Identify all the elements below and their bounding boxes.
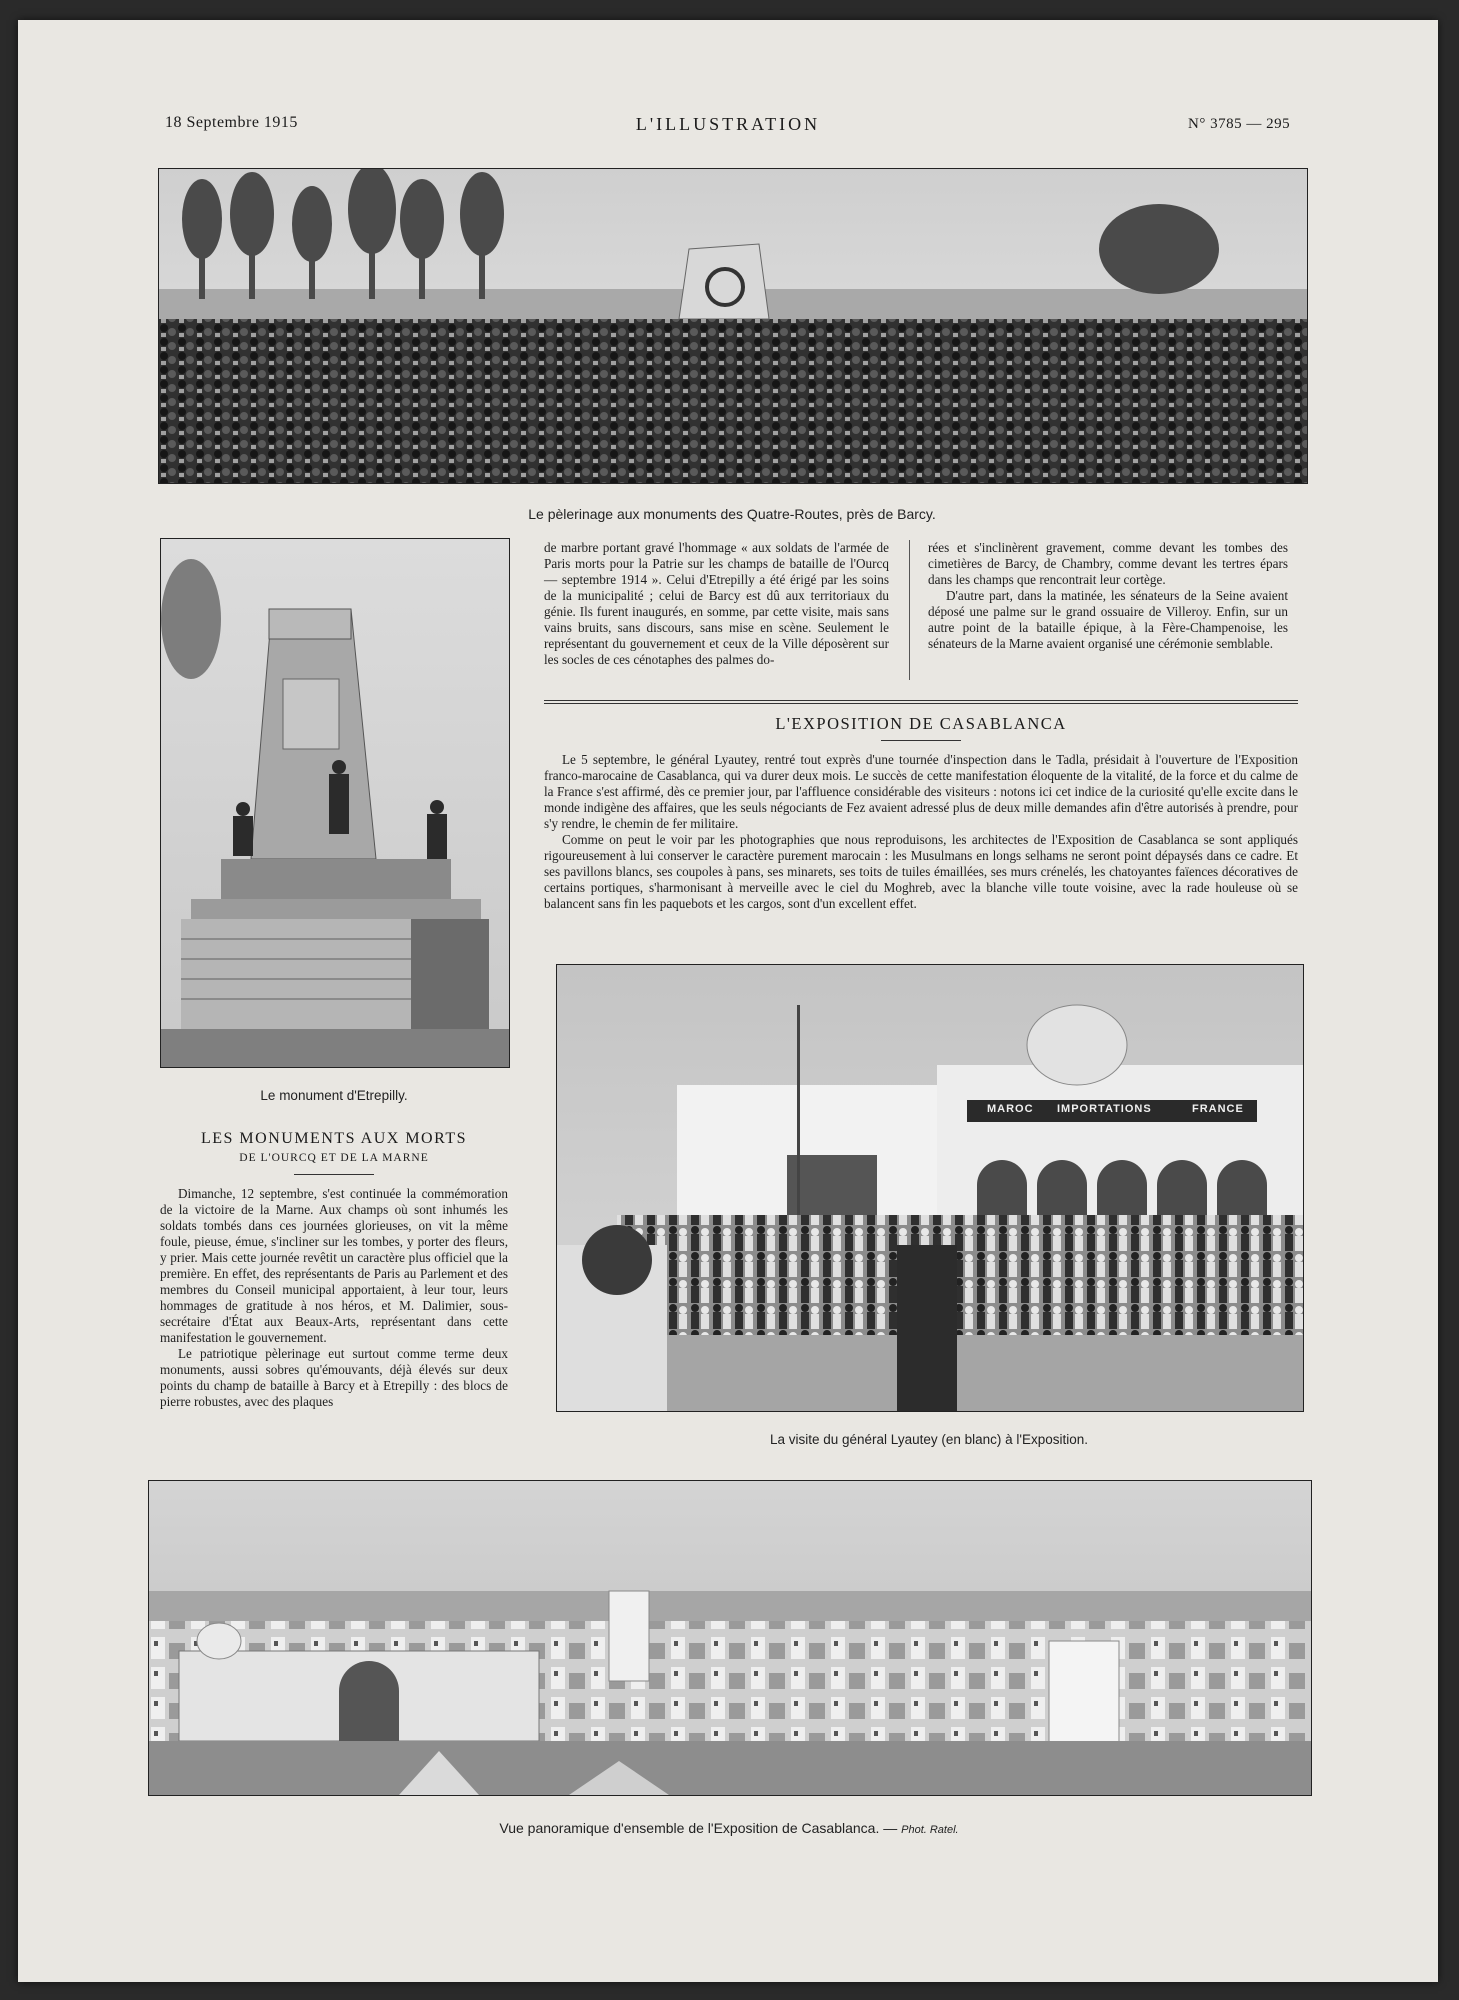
monuments-continuation: de marbre portant gravé l'hommage « aux soldats de l'armée de Paris morts pour la Patrie sur les champs de bataille de l'Ourcq — septembre 1914 ». Celui d'Etrepilly a été érigé par les soins de la municipalité ; celui de Barcy est dû aux territoriaux du génie. Ils furent inaugurés, en somme, par cette visite, mais sans vains bruits, sans discours, sans mise en scène. Seulement le représentant du gouvernement et ceux de la Ville déposèrent sur les socles de ces cénotaphes des palmes do- <box>544 540 889 667</box>
exhibition-sign-maroc: MAROC <box>987 1103 1034 1115</box>
etrepilly-photo-caption: Le monument d'Etrepilly. <box>260 1088 408 1103</box>
crowd-photo-image <box>159 169 1307 483</box>
lyautey-photo <box>556 964 1304 1412</box>
panorama-caption-line <box>148 1820 1310 1836</box>
etrepilly-photo <box>160 538 510 1068</box>
header-issue: N° 3785 — 295 <box>1188 116 1291 132</box>
panorama-caption: Vue panoramique d'ensemble de l'Exposition de Casablanca. — <box>499 1820 898 1836</box>
casablanca-title-rule <box>881 740 961 741</box>
monuments-column-2 <box>544 540 889 668</box>
photo-credit: Phot. Ratel. <box>901 1824 959 1836</box>
monuments-column-3 <box>928 540 1288 652</box>
casablanca-body <box>544 752 1298 912</box>
monuments-paragraph-2: Le patriotique pèlerinage eut surtout comme terme deux monuments, aussi sobres qu'émouvants, déjà élevés sur deux points du champ de bataille à Barcy et à Etrepilly : des blocs de pierre robustes, avec des plaques <box>160 1346 508 1409</box>
monuments-title-rule <box>294 1174 374 1175</box>
etrepilly-photo-image <box>161 539 509 1067</box>
header-date: 18 Septembre 1915 <box>165 114 298 131</box>
crowd-photo <box>158 168 1308 484</box>
panorama-photo <box>148 1480 1312 1796</box>
magazine-page <box>18 20 1438 1982</box>
lyautey-photo-image <box>557 965 1303 1411</box>
lyautey-photo-caption: La visite du général Lyautey (en blanc) à l'Exposition. <box>769 1432 1088 1447</box>
section-divider-top <box>544 700 1298 701</box>
exhibition-sign-france: FRANCE <box>1192 1103 1244 1115</box>
monuments-column-1 <box>160 1186 508 1410</box>
column-divider <box>909 540 910 680</box>
casablanca-paragraph-2: Comme on peut le voir par les photographies que nous reproduisons, les architectes de l'Exposition de Casablanca se sont appliqués rigoureusement à lui conserver le caractère purement marocain : les Musulmans en longs selhams ne seront point dépaysés dans ce cadre. Et ses pavillons blancs, ses coupoles à pans, ses minarets, ses toits de tuiles émaillées, ses murs crénelés, les chatoyantes faïences décoratives de certains portiques, s'harmonisant à merveille avec le ciel du Moghreb, avec la blanche ville toute voisine, avec la rade houleuse où se balancent sans fin les paquebots et les cargos, sont d'un excellent effet. <box>544 832 1298 911</box>
monuments-subtitle: DE L'OURCQ ET DE LA MARNE <box>239 1152 429 1164</box>
monuments-paragraph-1: Dimanche, 12 septembre, s'est continuée la commémoration de la victoire de la Marne. Aux champs où sont inhumés les soldats tombés dans ces journées glorieuses, on vit la même foule, pieuse, émue, s'incliner sur les tombes, y porter des fleurs, y prier. Mais cette journée revêtit un caractère plus officiel que la première. En effet, des représentants de Paris au Parlement et des membres du Conseil municipal apportaient, à leur tour, leurs hommages de gratitude à nos héros, et M. Dalimier, sous-secrétaire d'État aux Beaux-Arts, représentant dans cette manifestation le gouvernement. <box>160 1186 508 1345</box>
crowd-photo-caption: Le pèlerinage aux monuments des Quatre-Routes, près de Barcy. <box>528 506 936 522</box>
exhibition-sign-importations: IMPORTATIONS <box>1057 1103 1152 1115</box>
panorama-photo-image <box>149 1481 1311 1795</box>
monuments-paragraph-3: D'autre part, dans la matinée, les sénateurs de la Seine avaient déposé une palme sur le grand ossuaire de Villeroy. Enfin, sur un autre point de la bataille épique, à la Fère-Champenoise, les sénateurs de la Marne avaient organisé une cérémonie semblable. <box>928 588 1288 651</box>
casablanca-title: L'EXPOSITION DE CASABLANCA <box>775 714 1067 733</box>
section-divider-bottom <box>544 703 1298 704</box>
monuments-title: LES MONUMENTS AUX MORTS <box>200 1130 467 1147</box>
header-title: L'ILLUSTRATION <box>635 114 821 134</box>
casablanca-paragraph-1: Le 5 septembre, le général Lyautey, rentré tout exprès d'une tournée d'inspection dans le Tadla, présidait à l'ouverture de l'Exposition franco-marocaine de Casablanca, qui va durer deux mois. Le succès de cette manifestation éloquente de la vitalité, de la force et du calme de la France s'est affirmé, dès ce premier jour, par l'affluence considérable des visiteurs : notons ici cet indice de la curiosité qu'elle excite dans le monde indigène des affaires, que les seuls négociants de Fez avaient adressé plus de deux mille demandes afin d'être autorisés à prendre, pour s'y rendre, le chemin de fer militaire. <box>544 752 1298 831</box>
monuments-continuation-2: rées et s'inclinèrent gravement, comme devant les tombes des cimetières de Barcy, de Chambry, comme devant les tertres épars dans les champs que rencontrait leur cortège. <box>928 540 1288 587</box>
